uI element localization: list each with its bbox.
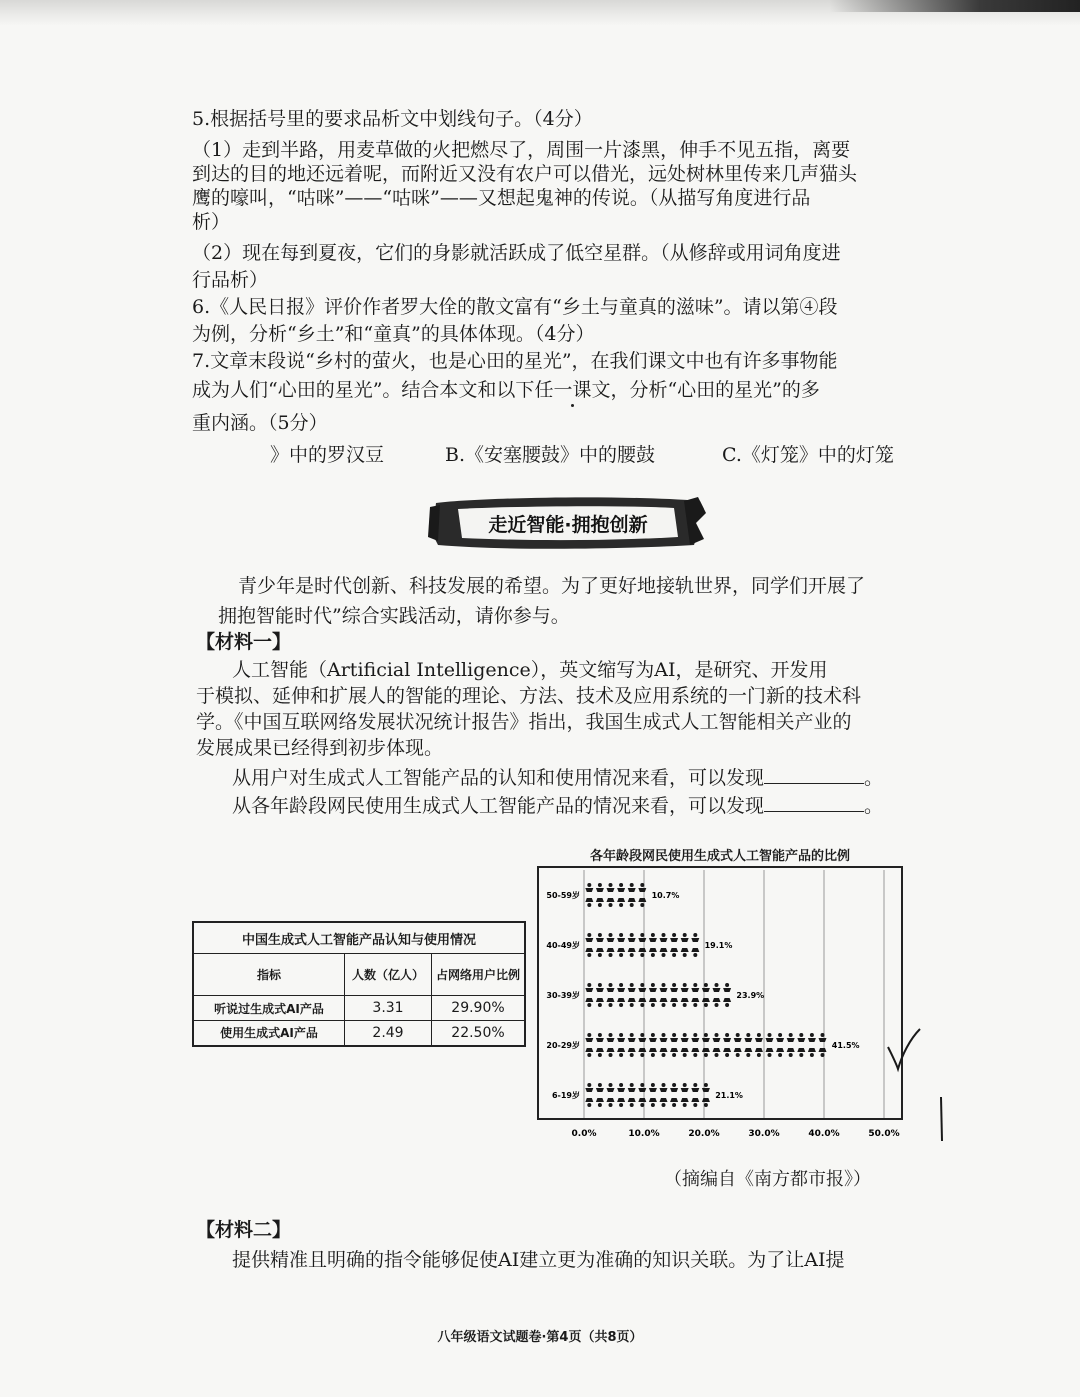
q6-line: 为例，分析“乡土”和“童真”的具体体现。（4分） xyxy=(192,323,595,345)
prompt-end: 。 xyxy=(864,795,884,817)
page-footer: 八年级语文试题卷·第4页（共8页） xyxy=(437,1330,643,1345)
q7-line2-text: ，分析“心田的星光”的多 xyxy=(610,379,820,401)
option-a: 》中的罗汉豆 xyxy=(270,444,385,466)
q7-options xyxy=(270,440,910,467)
bar-pictogram xyxy=(585,883,646,907)
answer-blank-2[interactable] xyxy=(764,793,864,812)
q7-line: 7.文章末段说“乡村的萤火，也是心田的星光”，在我们课文中也有许多事物能 xyxy=(192,350,838,372)
chart-frame xyxy=(538,867,902,1119)
q7-line2-text: 成为人们“心田的星光”。结合本文和以下 xyxy=(192,379,535,401)
intro-paragraph xyxy=(218,573,918,633)
material-1-line: 人工智能（Artificial Intelligence），英文缩写为AI，是研究、开发用 xyxy=(232,659,828,681)
material-1-line: 学。《中国互联网络发展状况统计报告》指出，我国生成式人工智能相关产业的 xyxy=(196,711,852,733)
q5-1-line: （1）走到半路，用麦草做的火把燃尽了，周围一片漆黑，伸手不见五指，离要 xyxy=(192,139,851,161)
category-label: 20-29岁 xyxy=(546,1041,580,1050)
category-label: 50-59岁 xyxy=(546,891,580,900)
banner-title: 走近智能·拥抱创新 xyxy=(488,513,648,536)
x-tick-label: 20.0% xyxy=(688,1129,720,1139)
q5-2-line: （2）现在每到夏夜，它们的身影就活跃成了低空星群。（从修辞或用词角度进 xyxy=(192,242,841,264)
scan-top-shadow xyxy=(0,0,1080,26)
age-usage-chart xyxy=(537,866,903,1148)
scan-dark-edge xyxy=(830,0,1080,12)
table-cell: 29.90% xyxy=(432,996,526,1021)
table-row xyxy=(193,1021,525,1046)
value-label: 41.5% xyxy=(831,1041,860,1050)
bar-pictogram xyxy=(585,1033,826,1057)
section-banner xyxy=(428,493,708,553)
checkmark-icon xyxy=(884,1025,924,1075)
answer-blank-1[interactable] xyxy=(764,765,864,784)
table-cell: 3.31 xyxy=(345,996,432,1021)
q7-emphasis-text: 任一课文 xyxy=(534,379,611,401)
material-2-line: 提供精准且明确的指令能够促使AI建立更为准确的知识关联。为了让AI提 xyxy=(232,1249,845,1271)
q5-1-line: 到达的目的地还远着呢，而附近又没有农户可以借光，远处树林里传来几声猫头 xyxy=(192,163,858,185)
prompt-2-text: 从各年龄段网民使用生成式人工智能产品的情况来看，可以发现 xyxy=(232,795,765,817)
value-label: 23.9% xyxy=(736,991,765,1000)
table-cell: 22.50% xyxy=(432,1021,526,1046)
material-1-line: 于模拟、延伸和扩展人的智能的理论、方法、技术及应用系统的一门新的技术科 xyxy=(196,685,862,707)
material-2 xyxy=(196,1217,916,1275)
q7-line xyxy=(192,377,912,410)
table-row xyxy=(193,996,525,1021)
table-caption: 中国生成式人工智能产品认知与使用情况 xyxy=(193,922,525,954)
table-cell: 听说过生成式AI产品 xyxy=(193,996,345,1021)
bar-pictogram xyxy=(585,983,731,1007)
value-label: 10.7% xyxy=(651,891,680,900)
option-c: C.《灯笼》中的灯笼 xyxy=(722,444,894,466)
table-header: 指标 xyxy=(193,954,345,996)
bar-pictogram xyxy=(585,1083,710,1107)
bar-pictogram xyxy=(585,933,699,957)
pen-stroke-icon xyxy=(936,1095,946,1145)
category-label: 30-39岁 xyxy=(546,991,580,1000)
question-5 xyxy=(192,106,912,132)
table-cell: 2.49 xyxy=(345,1021,432,1046)
intro-line: 拥抱智能时代”综合实践活动，请你参与。 xyxy=(218,605,570,627)
x-tick-label: 30.0% xyxy=(748,1129,780,1139)
q5-title: 5.根据括号里的要求品析文中划线句子。（4分） xyxy=(192,108,593,130)
value-label: 19.1% xyxy=(704,941,733,950)
q5-1-line: 析） xyxy=(192,211,231,233)
question-5-1 xyxy=(192,137,912,233)
question-5-2 xyxy=(192,240,912,294)
material-2-heading: 【材料二】 xyxy=(196,1219,292,1241)
material-1-heading: 【材料一】 xyxy=(196,631,292,653)
question-6 xyxy=(192,294,912,348)
x-tick-label: 10.0% xyxy=(628,1129,660,1139)
intro-line: 青少年是时代创新、科技发展的希望。为了更好地接轨世界，同学们开展了 xyxy=(238,575,866,597)
q7-line: 重内涵。（5分） xyxy=(192,412,328,434)
option-b: B.《安塞腰鼓》中的腰鼓 xyxy=(445,444,656,466)
prompt-line-2 xyxy=(232,793,916,821)
table-header: 占网络用户比例 xyxy=(432,954,526,996)
q5-1-line: 鹰的嚎叫，“咕咪”——“咕咪”——又想起鬼神的传说。（从描写角度进行品 xyxy=(192,187,811,209)
stats-table xyxy=(192,921,526,1047)
prompt-end: 。 xyxy=(864,767,884,789)
x-tick-label: 40.0% xyxy=(808,1129,840,1139)
question-7 xyxy=(192,348,912,439)
q6-line: 6.《人民日报》评价作者罗大佺的散文富有“乡土与童真的滋味”。请以第④段 xyxy=(192,296,838,318)
category-label: 40-49岁 xyxy=(546,941,580,950)
x-tick-label: 0.0% xyxy=(571,1129,597,1139)
table-cell: 使用生成式AI产品 xyxy=(193,1021,345,1046)
material-1-line: 发展成果已经得到初步体现。 xyxy=(196,737,444,759)
x-tick-label: 50.0% xyxy=(868,1129,900,1139)
source-note: （摘编自《南方都市报》） xyxy=(664,1169,871,1190)
chart-title: 各年龄段网民使用生成式人工智能产品的比例 xyxy=(589,849,850,864)
prompt-line-1 xyxy=(232,765,916,793)
value-label: 21.1% xyxy=(715,1091,743,1100)
table-header: 人数（亿人） xyxy=(345,954,432,996)
prompt-1-text: 从用户对生成式人工智能产品的认知和使用情况来看，可以发现 xyxy=(232,767,765,789)
q5-2-line: 行品析） xyxy=(192,269,269,291)
material-1 xyxy=(196,629,916,821)
category-label: 6-19岁 xyxy=(551,1091,580,1100)
